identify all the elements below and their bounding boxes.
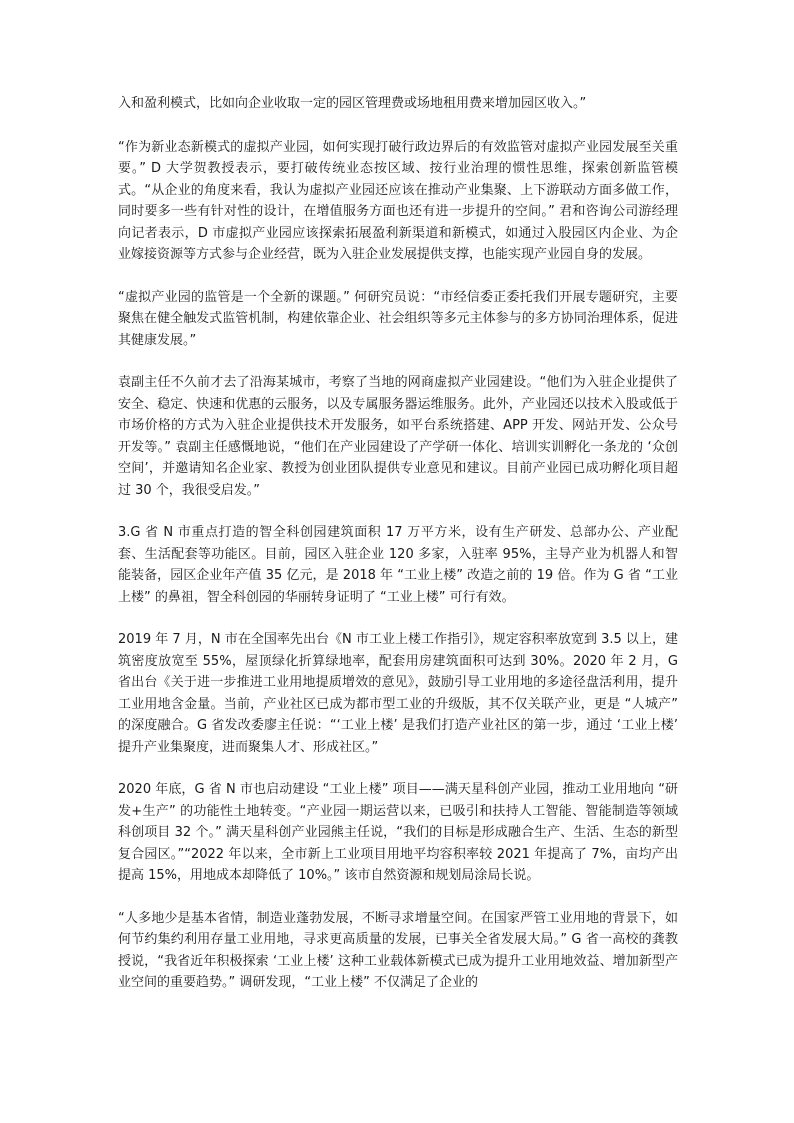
paragraph-coastal-city-visit: 袁副主任不久前才去了沿海某城市，考察了当地的网商虚拟产业园建设。“他们为入驻企业提供了安全、稳定、快速和优惠的云服务，以及专属服务器运维服务。此外，产业园还以技术入股或低于市场价格的方式为入驻企业提供技术开发服务，如平台系统搭建、APP 开发、网站开发、公众号开发等。” 袁副主任感慨地说，“他们在产业园建设了产学研一体化、培训实训孵化一条龙的 ‘众创空间’，并邀请知名企业家、教授为创业团队提供专业意见和建议。目前产业园已成功孵化项目超过 30 个，我很受启发。” <box>118 375 678 498</box>
paragraph-zhiquan-park: 3.G 省 N 市重点打造的智全科创园建筑面积 17 万平方米，设有生产研发、总部办公、产业配套、生活配套等功能区。目前，园区入驻企业 120 多家，入驻率 95%，主导产业为机器人和智能装备，园区企业年产值 35 亿元，是 2018 年 “工业上楼” 改造之前的 19 倍。作为 G 省 “工业上楼” 的鼻祖，智全科创园的华丽转身证明了 “工业上楼” 可行有效。 <box>118 525 678 605</box>
document-body <box>118 93 678 1015</box>
paragraph-virtual-park-supervision: “作为新业态新模式的虚拟产业园，如何实现打破行政边界后的有效监管对虚拟产业园发展至关重要。” D 大学贺教授表示，要打破传统业态按区域、按行业治理的惯性思维，探索创新监管模式。“从企业的角度来看，我认为虚拟产业园还应该在推动产业集聚、上下游联动方面多做工作，同时要多一些有针对性的设计，在增值服务方面也还有进一步提升的空间。” 君和咨询公司游经理向记者表示，D 市虚拟产业园应该探索拓展盈利新渠道和新模式，如通过入股园区内企业、为企业嫁接资源等方式参与企业经营，既为入驻企业发展提供支撑，也能实现产业园自身的发展。 <box>118 139 678 262</box>
paragraph-n-city-guidelines: 2019 年 7 月，N 市在全国率先出台《N 市工业上楼工作指引》，规定容积率放宽到 3.5 以上，建筑密度放宽至 55%，屋顶绿化折算绿地率，配套用房建筑面积可达到 30%。2020 年 2 月，G 省出台《关于进一步推进工业用地提质增效的意见》，鼓励引导工业用地的多途径盘活利用，提升工业用地含金量。当前，产业社区已成为都市型工业的升级版，其不仅关联产业，更是 “人城产” 的深度融合。G 省发改委廖主任说：“‘工业上楼’ 是我们打造产业社区的第一步，通过 ‘工业上楼’ 提升产业集聚度，进而聚集人才、形成社区。” <box>118 632 678 755</box>
paragraph-regulation-research: “虚拟产业园的监管是一个全新的课题。” 何研究员说：“市经信委正委托我们开展专题研究，主要聚焦在健全触发式监管机制，构建依靠企业、社会组织等多元主体参与的多方协同治理体系，促进其健康发展。” <box>118 289 678 348</box>
paragraph-mantianxing-park: 2020 年底，G 省 N 市也启动建设 “工业上楼” 项目——满天星科创产业园，推动工业用地向 “研发+生产” 的功能性土地转变。“产业园一期运营以来，已吸引和扶持人工智能、智能制造等领域科创项目 32 个。” 满天星科创产业园熊主任说，“我们的目标是形成融合生产、生活、生态的新型复合园区。”“2022 年以来，全市新上工业项目用地平均容积率较 2021 年提高了 7%，亩均产出提高 15%，用地成本却降低了 10%。” 该市自然资源和规划局涂局长说。 <box>118 782 678 883</box>
paragraph-land-scarcity: “人多地少是基本省情，制造业蓬勃发展，不断寻求增量空间。在国家严管工业用地的背景下，如何节约集约利用存量工业用地，寻求更高质量的发展，已事关全省发展大局。” G 省一高校的龚教授说，“我省近年积极探索 ‘工业上楼’ 这种工业载体新模式已成为提升工业用地效益、增加新型产业空间的重要趋势。” 调研发现，“工业上楼” 不仅满足了企业的 <box>118 910 678 990</box>
paragraph-park-revenue: 入和盈利模式，比如向企业收取一定的园区管理费或场地租用费来增加园区收入。” <box>118 96 587 111</box>
